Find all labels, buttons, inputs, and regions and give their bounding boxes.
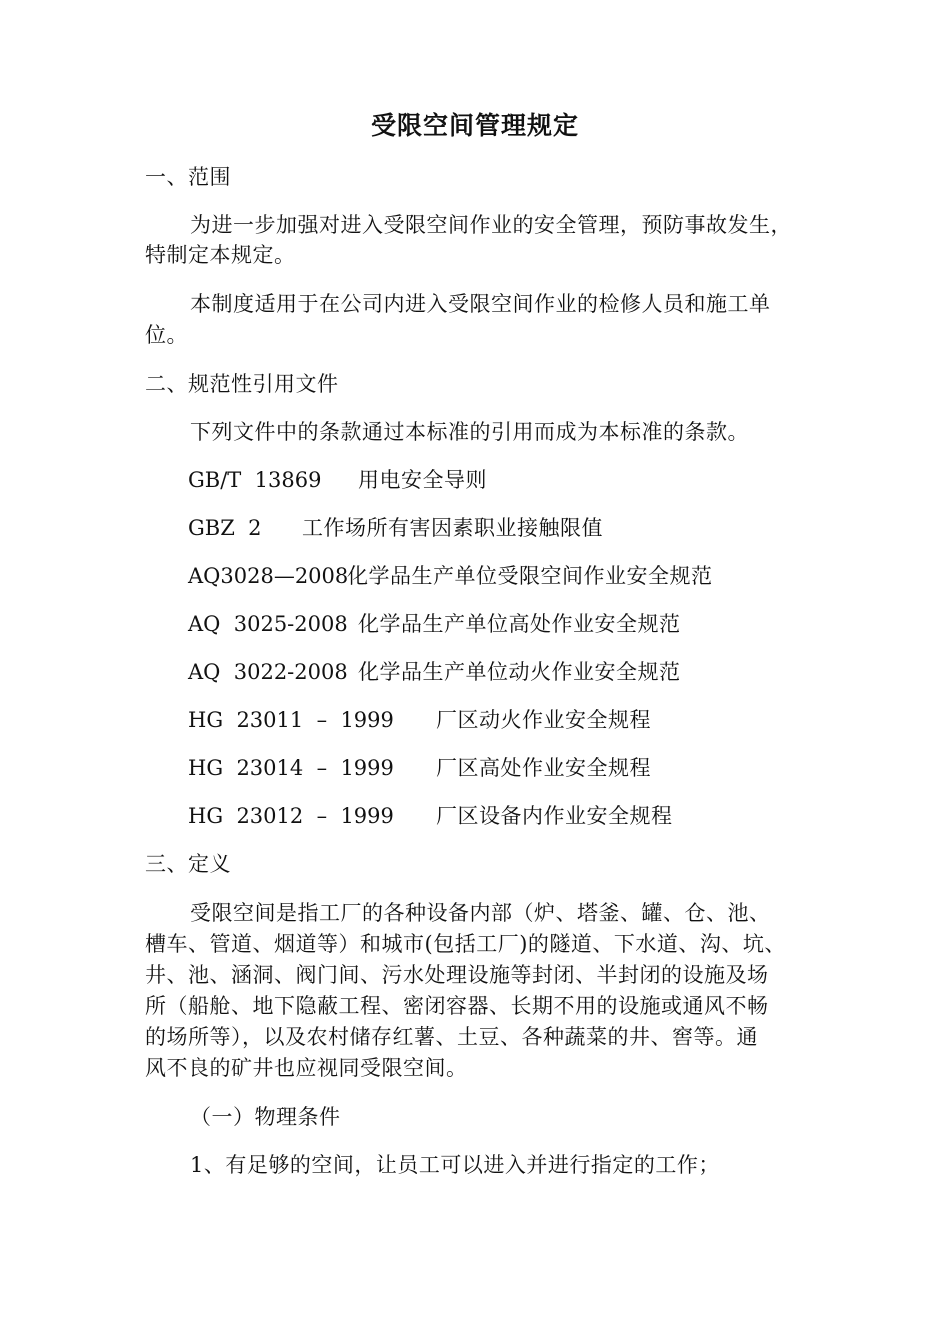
- reference-code: HG 23011 – 1999: [188, 708, 394, 732]
- paragraph-2-line-1: 本制度适用于在公司内进入受限空间作业的检修人员和施工单: [190, 292, 771, 316]
- paragraph-1-line-2: 特制定本规定。: [145, 243, 296, 267]
- reference-code: GB/T 13869: [188, 468, 322, 492]
- reference-code: AQ 3022-2008: [188, 660, 348, 684]
- reference-title: 厂区高处作业安全规程: [436, 756, 651, 780]
- section-3-heading: 三、定义: [145, 852, 231, 876]
- reference-code: HG 23012 – 1999: [188, 804, 394, 828]
- definition-line: 槽车、管道、烟道等）和城市(包括工厂)的隧道、下水道、沟、坑、: [145, 932, 786, 956]
- paragraph-2-line-2: 位。: [145, 323, 188, 347]
- reference-code: AQ 3025-2008: [188, 612, 348, 636]
- reference-title: 厂区动火作业安全规程: [436, 708, 651, 732]
- reference-code: AQ3028—2008: [188, 564, 349, 588]
- reference-title: 化学品生产单位高处作业安全规范: [358, 612, 681, 636]
- definition-line: 风不良的矿井也应视同受限空间。: [145, 1056, 468, 1080]
- list-item: 1、有足够的空间，让员工可以进入并进行指定的工作；: [190, 1153, 720, 1177]
- definition-line: 井、池、涵洞、阀门间、污水处理设施等封闭、半封闭的设施及场: [145, 963, 769, 987]
- reference-title: 工作场所有害因素职业接触限值: [302, 516, 603, 540]
- section-2-heading: 二、规范性引用文件: [145, 372, 339, 396]
- definition-line: 所（船舱、地下隐蔽工程、密闭容器、长期不用的设施或通风不畅: [145, 994, 769, 1018]
- reference-title: 化学品生产单位动火作业安全规范: [358, 660, 681, 684]
- reference-code: HG 23014 – 1999: [188, 756, 394, 780]
- reference-code: GBZ 2: [188, 516, 262, 540]
- reference-title: 化学品生产单位受限空间作业安全规范: [347, 564, 713, 588]
- definition-line: 受限空间是指工厂的各种设备内部（炉、塔釜、罐、仓、池、: [190, 901, 771, 925]
- paragraph-1-line-1: 为进一步加强对进入受限空间作业的安全管理，预防事故发生，: [190, 213, 792, 237]
- subsection-heading: （一）物理条件: [190, 1105, 341, 1129]
- references-intro: 下列文件中的条款通过本标准的引用而成为本标准的条款。: [190, 420, 749, 444]
- definition-line: 的场所等），以及农村储存红薯、土豆、各种蔬菜的井、窖等。通: [145, 1025, 758, 1049]
- page-title: 受限空间管理规定: [370, 111, 579, 140]
- section-1-heading: 一、范围: [145, 165, 231, 189]
- reference-title: 用电安全导则: [358, 468, 487, 492]
- reference-title: 厂区设备内作业安全规程: [436, 804, 673, 828]
